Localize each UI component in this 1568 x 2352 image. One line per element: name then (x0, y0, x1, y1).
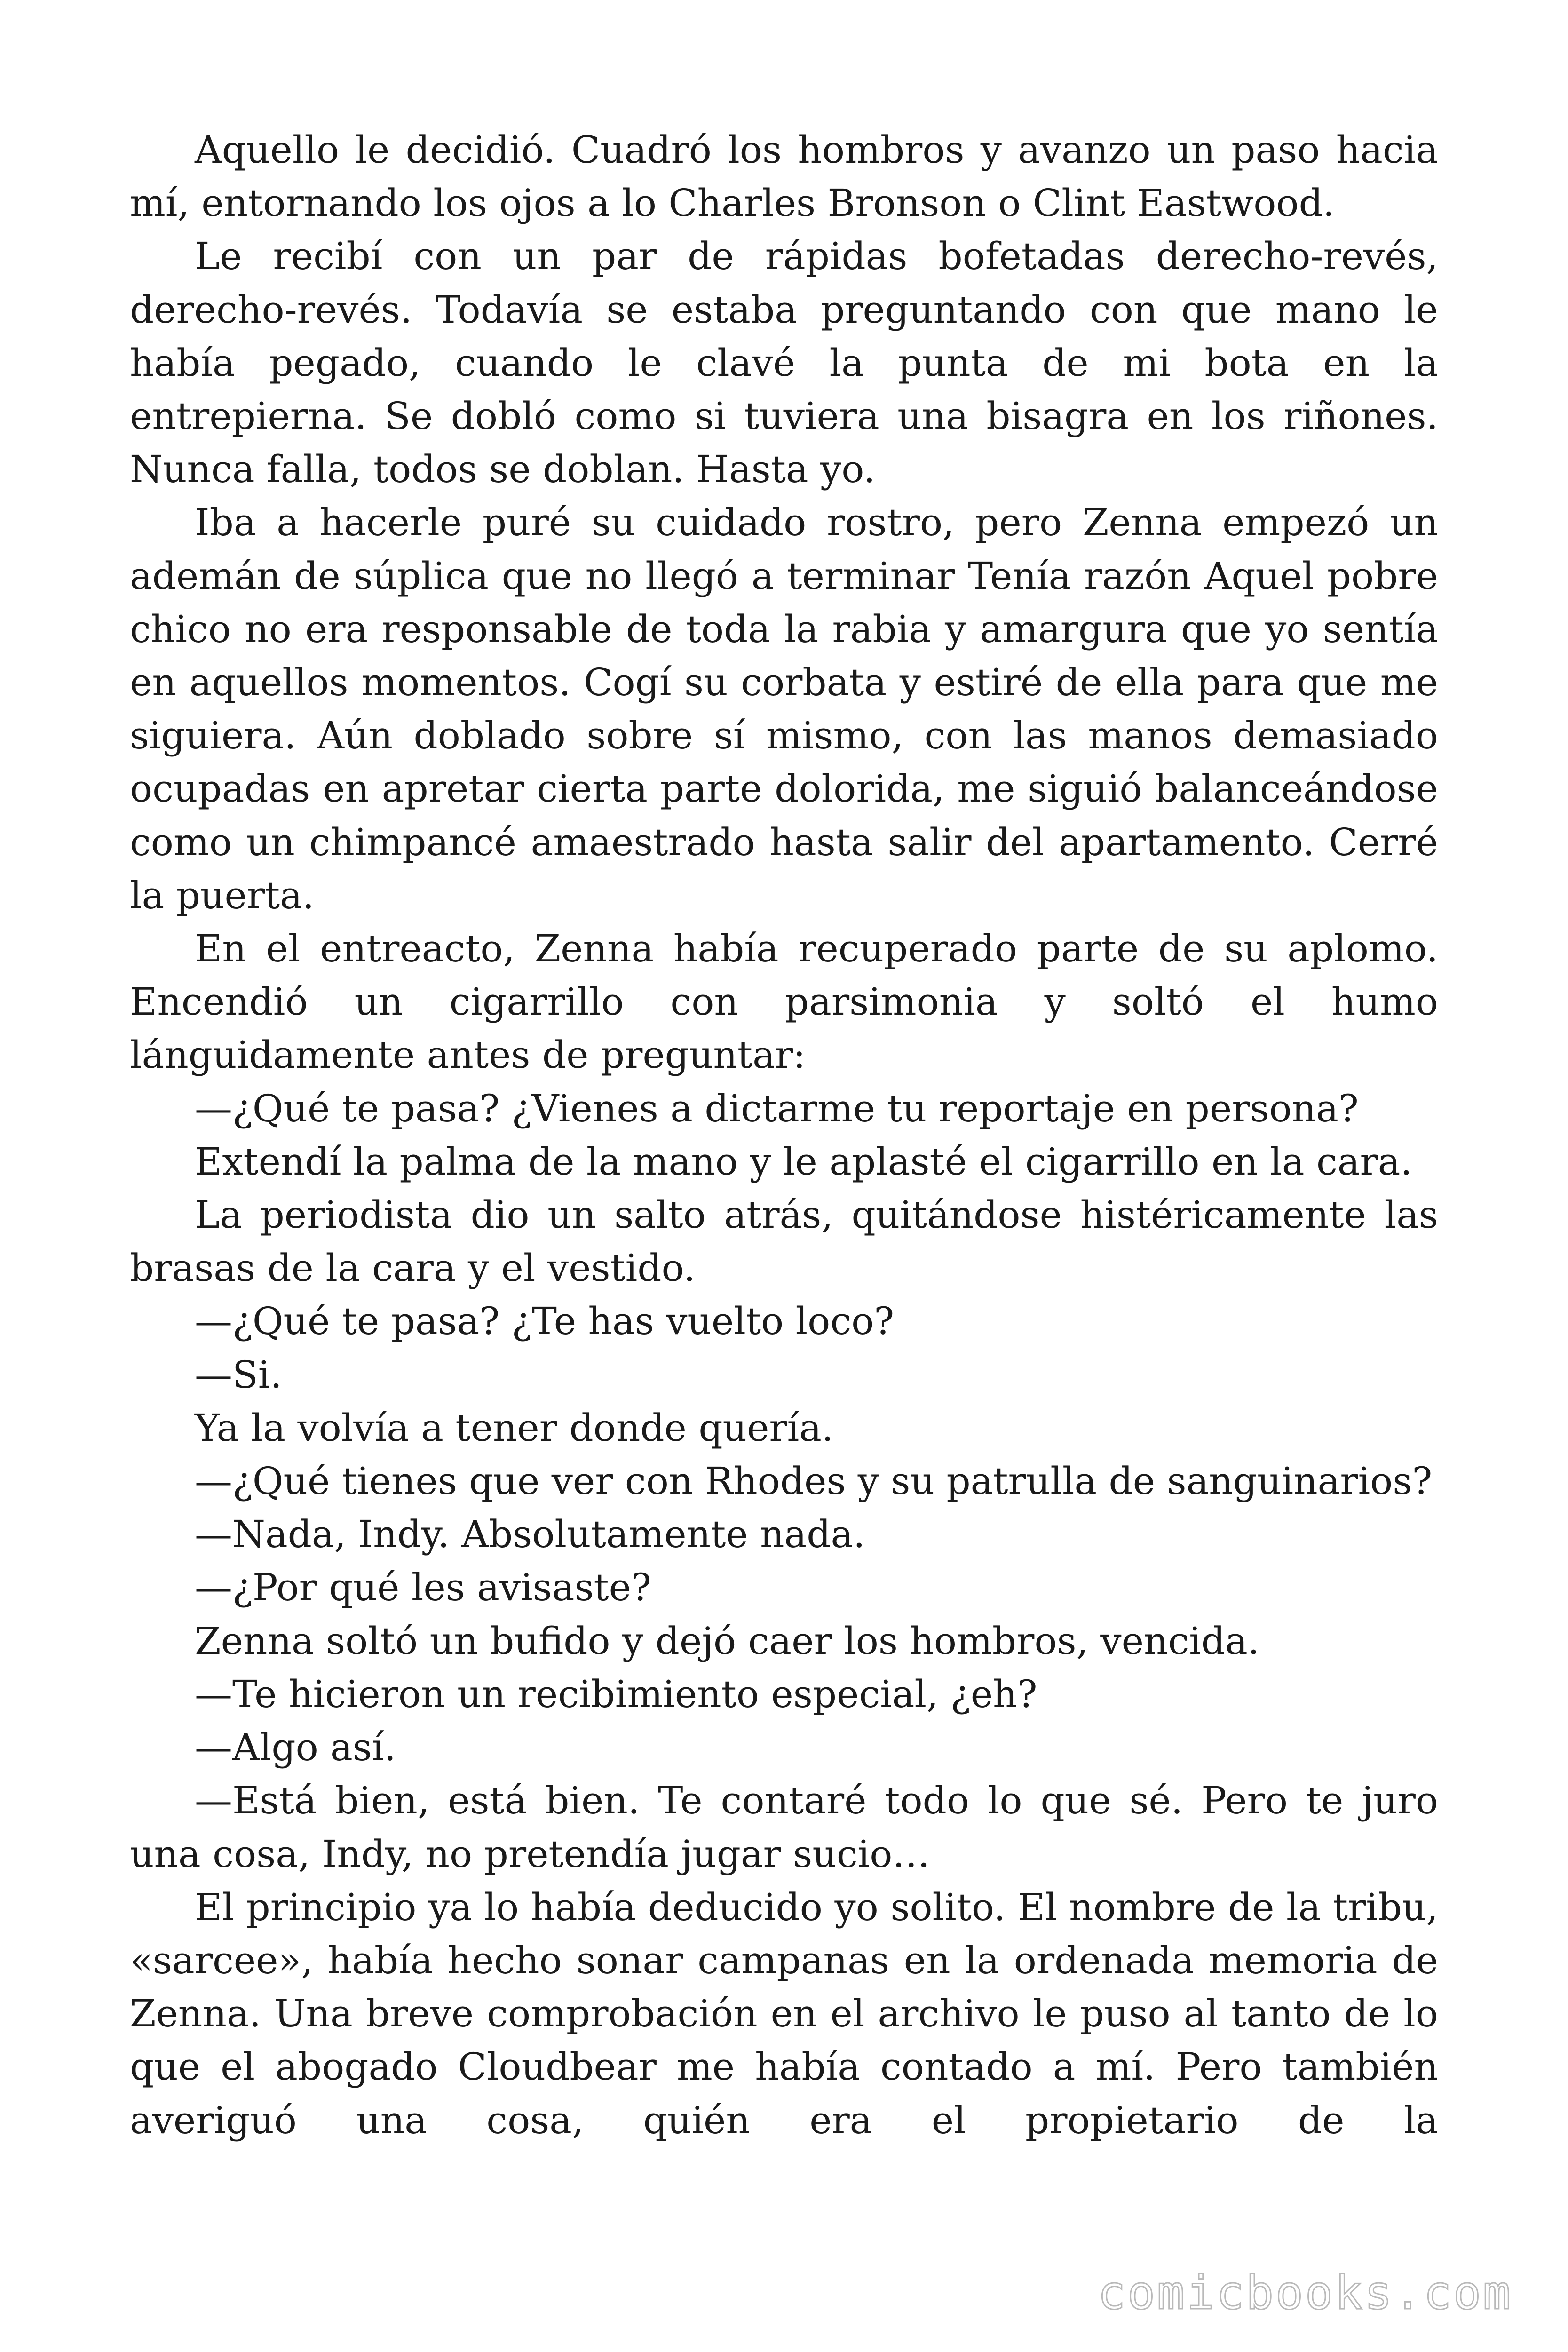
paragraph: —¿Qué te pasa? ¿Vienes a dictarme tu reportaje en persona? (195, 1086, 1359, 1130)
paragraph: Aquello le decidió. Cuadró los hombros y avanzo un paso hacia mí, entornando los ojos a lo Charles Bronson o Clint Eastwood. (130, 128, 1438, 225)
paragraph: Ya la volvía a tener donde quería. (195, 1406, 834, 1450)
paragraph: Extendí la palma de la mano y le aplasté el cigarrillo en la cara. (195, 1139, 1412, 1184)
paragraph: Iba a hacerle puré su cuidado rostro, pero Zenna empezó un ademán de súplica que no llegó a terminar Tenía razón Aquel pobre chico no era responsable de toda la rabia y amargura que yo sentía en aquellos momentos. Cogí su corbata y estiré de ella para que me siguiera. Aún doblado sobre sí mismo, con las manos demasiado ocupadas en apretar cierta parte dolorida, me siguió balanceándose como un chimpancé amaestrado hasta salir del apartamento. Cerré la puerta. (130, 501, 1438, 917)
paragraph: —¿Qué te pasa? ¿Te has vuelto loco? (195, 1299, 895, 1343)
paragraph: —Está bien, está bien. Te contaré todo lo que sé. Pero te juro una cosa, Indy, no pretendía jugar sucio… (130, 1779, 1438, 1876)
paragraph: La periodista dio un salto atrás, quitándose histéricamente las brasas de la cara y el vestido. (130, 1193, 1438, 1290)
paragraph: —Te hicieron un recibimiento especial, ¿eh? (195, 1672, 1037, 1716)
paragraph: —Si. (195, 1352, 282, 1397)
paragraph: —¿Por qué les avisaste? (195, 1565, 651, 1610)
body-text (130, 123, 1438, 2147)
site-watermark: comicbooks.com (1097, 2266, 1513, 2320)
paragraph: El principio ya lo había deducido yo solito. El nombre de la tribu, «sarcee», había hecho sonar campanas en la ordenada memoria de Zenna. Una breve comprobación en el archivo le puso al tanto de lo que el abogado Cloudbear me había contado a mí. Pero también averiguó una cosa, quién era el propietario de la (130, 1885, 1438, 2142)
paragraph: —Nada, Indy. Absolutamente nada. (195, 1512, 865, 1557)
paragraph: Zenna soltó un bufido y dejó caer los hombros, vencida. (195, 1619, 1260, 1663)
paragraph: —¿Qué tienes que ver con Rhodes y su patrulla de sanguinarios? (195, 1459, 1433, 1503)
paragraph: —Algo así. (195, 1725, 396, 1770)
paragraph: En el entreacto, Zenna había recuperado parte de su aplomo. Encendió un cigarrillo con parsimonia y soltó el humo lánguidamente antes de preguntar: (130, 927, 1438, 1077)
paragraph: Le recibí con un par de rápidas bofetadas derecho-revés, derecho-revés. Todavía se estaba preguntando con que mano le había pegado, cuando le clavé la punta de mi bota en la entrepierna. Se dobló como si tuviera una bisagra en los riñones. Nunca falla, todos se doblan. Hasta yo. (130, 234, 1438, 492)
